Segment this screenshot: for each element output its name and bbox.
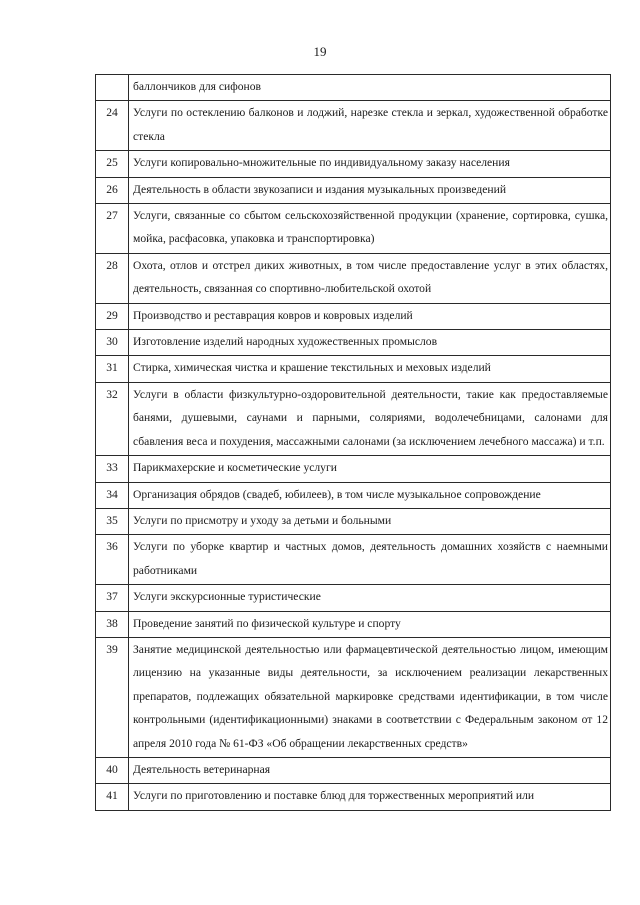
row-description: Проведение занятий по физической культуре и спорту xyxy=(129,611,611,637)
table-row xyxy=(96,75,611,101)
page-number: 19 xyxy=(313,44,327,59)
table-row xyxy=(96,482,611,508)
row-number: 27 xyxy=(96,204,129,254)
table-row xyxy=(96,303,611,329)
table-row xyxy=(96,637,611,757)
row-number: 33 xyxy=(96,456,129,482)
row-description: Услуги копировально-множительные по индивидуальному заказу населения xyxy=(129,151,611,177)
row-number: 39 xyxy=(96,637,129,757)
row-number: 28 xyxy=(96,253,129,303)
table-row xyxy=(96,535,611,585)
row-number: 30 xyxy=(96,330,129,356)
table-row xyxy=(96,356,611,382)
table-row xyxy=(96,151,611,177)
row-description: Услуги по присмотру и уходу за детьми и больными xyxy=(129,508,611,534)
table-row xyxy=(96,330,611,356)
row-number: 36 xyxy=(96,535,129,585)
row-description: Охота, отлов и отстрел диких животных, в том числе предоставление услуг в этих областях, деятельность, связанная со спортивно-любительской охотой xyxy=(129,253,611,303)
row-description: Услуги, связанные со сбытом сельскохозяйственной продукции (хранение, сортировка, сушка, мойка, расфасовка, упаковка и транспортировка) xyxy=(129,204,611,254)
table-row xyxy=(96,757,611,783)
services-table xyxy=(95,74,611,811)
table-row xyxy=(96,177,611,203)
row-number: 37 xyxy=(96,585,129,611)
row-description: Изготовление изделий народных художественных промыслов xyxy=(129,330,611,356)
row-number: 31 xyxy=(96,356,129,382)
row-number: 35 xyxy=(96,508,129,534)
row-description: Занятие медицинской деятельностью или фармацевтической деятельностью лицом, имеющим лицензию на указанные виды деятельности, за исключением реализации лекарственных препаратов, подлежащих обязательной маркировке средствами идентификации, в том числе контрольными (идентификационными) знаками в соответствии с Федеральным законом от 12 апреля 2010 года № 61-ФЗ «Об обращении лекарственных средств» xyxy=(129,637,611,757)
row-description: Парикмахерские и косметические услуги xyxy=(129,456,611,482)
row-number: 41 xyxy=(96,784,129,810)
row-description: Услуги по уборке квартир и частных домов, деятельность домашних хозяйств с наемными работниками xyxy=(129,535,611,585)
table-row xyxy=(96,456,611,482)
table-row xyxy=(96,508,611,534)
table-row xyxy=(96,382,611,455)
table-row xyxy=(96,611,611,637)
table-row xyxy=(96,204,611,254)
row-description: Услуги по остеклению балконов и лоджий, нарезке стекла и зеркал, художественной обработке стекла xyxy=(129,101,611,151)
table-row xyxy=(96,101,611,151)
row-number: 40 xyxy=(96,757,129,783)
row-description: Организация обрядов (свадеб, юбилеев), в том числе музыкальное сопровождение xyxy=(129,482,611,508)
row-description: Стирка, химическая чистка и крашение текстильных и меховых изделий xyxy=(129,356,611,382)
services-table-body xyxy=(96,75,611,811)
row-number: 32 xyxy=(96,382,129,455)
row-description: Услуги экскурсионные туристические xyxy=(129,585,611,611)
row-description: баллончиков для сифонов xyxy=(129,75,611,101)
row-description: Услуги в области физкультурно-оздоровительной деятельности, такие как предоставляемые банями, душевыми, саунами и парными, соляриями, водолечебницами, салонами для сбавления веса и похудения, массажными салонами (за исключением лечебного массажа) и т.п. xyxy=(129,382,611,455)
row-number: 29 xyxy=(96,303,129,329)
row-description: Услуги по приготовлению и поставке блюд для торжественных мероприятий или xyxy=(129,784,611,810)
row-number xyxy=(96,75,129,101)
row-number: 34 xyxy=(96,482,129,508)
row-number: 24 xyxy=(96,101,129,151)
table-row xyxy=(96,585,611,611)
table-row xyxy=(96,253,611,303)
table-row xyxy=(96,784,611,810)
row-description: Деятельность ветеринарная xyxy=(129,757,611,783)
row-number: 25 xyxy=(96,151,129,177)
row-number: 26 xyxy=(96,177,129,203)
row-number: 38 xyxy=(96,611,129,637)
row-description: Производство и реставрация ковров и ковровых изделий xyxy=(129,303,611,329)
row-description: Деятельность в области звукозаписи и издания музыкальных произведений xyxy=(129,177,611,203)
